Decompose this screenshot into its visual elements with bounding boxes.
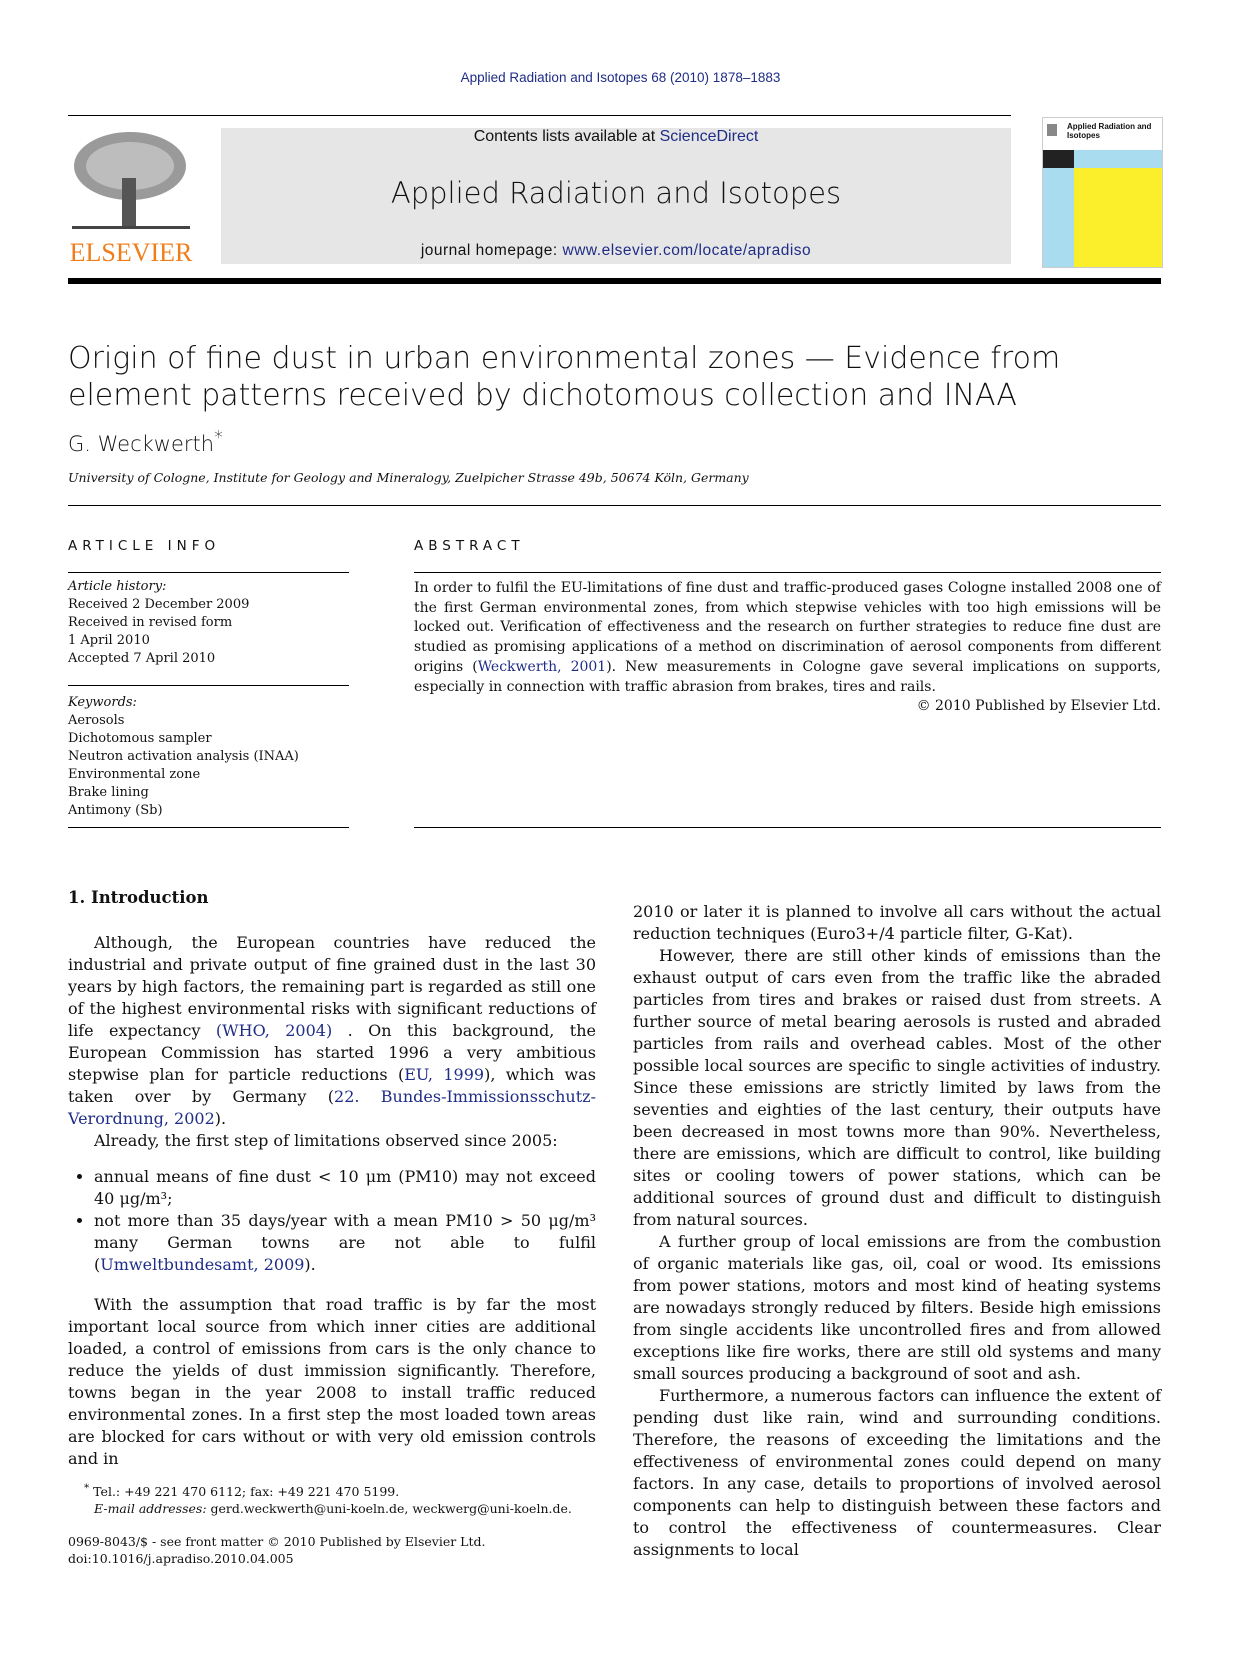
journal-reference[interactable] [0,70,1241,85]
keyword: Aerosols [68,713,125,728]
footnote-phone: Tel.: +49 221 470 6112; fax: +49 221 470 5199. [89,1484,400,1500]
paragraph: However, there are still other kinds of emissions than the exhaust output of cars even from the traffic like the abraded particles from tires and brakes or raised dust from streets. A further source of metal bearing aerosols is rusted and abraded particles from rails and overhead cables. Most of the other possible local sources are specific to single activities of industry. Since these emissions are strictly limited by laws from the seventies and eighties of the last century, their outputs have been decreased in most towns more than 90%. Nevertheless, there are emissions, which are difficult to control, like building sites or cooling towers of power stations, which can be additional sources of ground dust and difficult to distinguish from natural sources. [633,946,1161,1229]
paragraph: Furthermore, a numerous factors can influence the extent of pending dust like rain, wind and surrounding conditions. Therefore, the reasons of exceeding the limitations and the effectiveness of environmental zones could depend on many factors. In any case, details to proportions of involved aerosol components can help to distinguish between these factors and to control the effectiveness of countermeasures. Clear assignments to local [633,1386,1161,1559]
history-label: Article history: [68,579,167,594]
paragraph: A further group of local emissions are from the combustion of organic materials like gas, oil, coal or wood. Its emissions from power stations, motors and most kind of heating systems are nowadays strongly reduced by filters. Beside high emissions from single accidents like uncontrolled fires and from allowed exceptions like fire works, there are still old systems and many small sources producing a background of soot and ash. [633,1232,1161,1383]
homepage-label: journal homepage: [420,242,563,259]
tree-icon [68,128,194,266]
history-item: 1 April 2010 [68,633,150,648]
header-thick-rule [68,278,1161,284]
paragraph: Although, the European countries have reduced the industrial and private output of fine grained dust in the last 30 years by high factors, the remaining part is regarded as still one of the highest environmental risks with significant reductions of life expectancy (WHO, 2004) . On this background, the European Commission has started 1996 a very ambitious stepwise plan for particle reductions (EU, 1999), which was taken over by Germany (22. Bundes-Immissionsschutz-Verordnung, 2002). [68,933,597,1128]
front-matter-line: 0969-8043/$ - see front matter © 2010 Published by Elsevier Ltd. [68,1534,486,1549]
paragraph: 2010 or later it is planned to involve all cars without the actual reduction techniques (Euro3+/4 particle filter, G-Kat). [633,902,1161,943]
author-name: G. Weckwerth [68,432,215,456]
left-column [68,932,596,1470]
abstract-copyright: © 2010 Published by Elsevier Ltd. [916,698,1161,715]
keywords-label: Keywords: [68,695,137,710]
citation-link[interactable]: 22. Bundes-Immissionsschutz-Verordnung, 2002 [68,1087,596,1128]
abstract-heading: ABSTRACT [414,538,525,554]
citation-link[interactable]: Umweltbundesamt, 2009 [100,1255,305,1274]
citation-link[interactable]: Weckwerth, 2001 [477,658,607,675]
limits-list [68,1166,596,1276]
divider [414,827,1161,828]
doi[interactable]: doi:10.1016/j.apradiso.2010.04.005 [68,1551,294,1566]
contents-label: Contents lists available at [473,128,660,145]
article-title: Origin of fine dust in urban environmental zones — Evidence from element patterns received by dichotomous collection and INAA [68,341,1061,413]
affiliation: University of Cologne, Institute for Geology and Mineralogy, Zuelpicher Strasse 49b, 50674 Köln, Germany [68,470,749,485]
paragraph: With the assumption that road traffic is by far the most important local source from which inner cities are additional loaded, a control of emissions from cars is the only chance to reduce the yields of dust immission significantly. Therefore, towns began in the year 2008 to install traffic reduced environmental zones. In a first step the most loaded town areas are blocked for cars without or with very old emission controls and in [68,1295,596,1468]
author-footnote-mark[interactable]: * [214,428,223,448]
front-matter [68,1533,485,1567]
email-addresses[interactable]: gerd.weckwerth@uni-koeln.de, weckwerg@uni-koeln.de. [206,1501,572,1517]
abstract-body: In order to fulfil the EU-limitations of fine dust and traffic-produced gases Cologne installed 2008 one of the first German environmental zones, from which stepwise vehicles with too high emissions will be locked out. Verification of effectiveness and the research on further strategies to reduce fine dust are studied as promising applications of a method on discrimination of aerosol components from different origins ( [414,580,1161,675]
history-item: Received 2 December 2009 [68,597,250,612]
footnote [68,1480,612,1517]
journal-banner [221,128,1011,264]
cover-title: Applied Radiation and Isotopes [1067,122,1152,140]
keyword: Brake lining [68,785,149,800]
elsevier-logo [68,128,194,266]
divider [68,505,1161,506]
divider [68,685,349,686]
homepage-link[interactable]: www.elsevier.com/locate/apradiso [562,242,812,259]
history-item: Received in revised form [68,615,233,630]
paragraph: Already, the first step of limitations observed since 2005: [94,1131,558,1150]
sciencedirect-link[interactable]: ScienceDirect [659,128,759,145]
keyword: Neutron activation analysis (INAA) [68,749,299,764]
header-rule [68,115,1011,116]
keyword: Environmental zone [68,767,201,782]
journal-reference-link[interactable]: Applied Radiation and Isotopes 68 (2010) 1878–1883 [460,70,781,85]
right-column [633,901,1161,1561]
keyword: Antimony (Sb) [68,803,163,818]
svg-text:ELSEVIER: ELSEVIER [69,238,193,266]
journal-title: Applied Radiation and Isotopes [390,176,842,210]
footnote-mark: * [84,1482,90,1494]
list-item: • not more than 35 days/year with a mean PM10 > 50 μg/m³ many German towns are not able to fulfil (Umweltbundesamt, 2009). [94,1210,596,1276]
divider [68,827,349,828]
divider [68,572,349,573]
article-info-heading: ARTICLE INFO [68,538,221,554]
author [68,428,223,456]
email-label: E-mail addresses: [94,1501,207,1517]
history-item: Accepted 7 April 2010 [68,651,216,666]
journal-cover [1042,117,1163,268]
keywords [68,694,349,820]
citation-link[interactable]: EU, 1999 [404,1065,485,1084]
abstract-body: ). New measurements in Cologne gave several implications on supports, especially in connection with traffic abrasion from brakes, tires and rails. [414,658,1161,695]
article-history [68,578,349,668]
section-heading-introduction: 1. Introduction [68,888,209,907]
list-item: • annual means of fine dust < 10 μm (PM10) may not exceed 40 μg/m³; [94,1166,596,1210]
citation-link[interactable]: (WHO, 2004) [215,1021,333,1040]
divider [414,572,1161,573]
keyword: Dichotomous sampler [68,731,212,746]
abstract-text [414,579,1161,717]
